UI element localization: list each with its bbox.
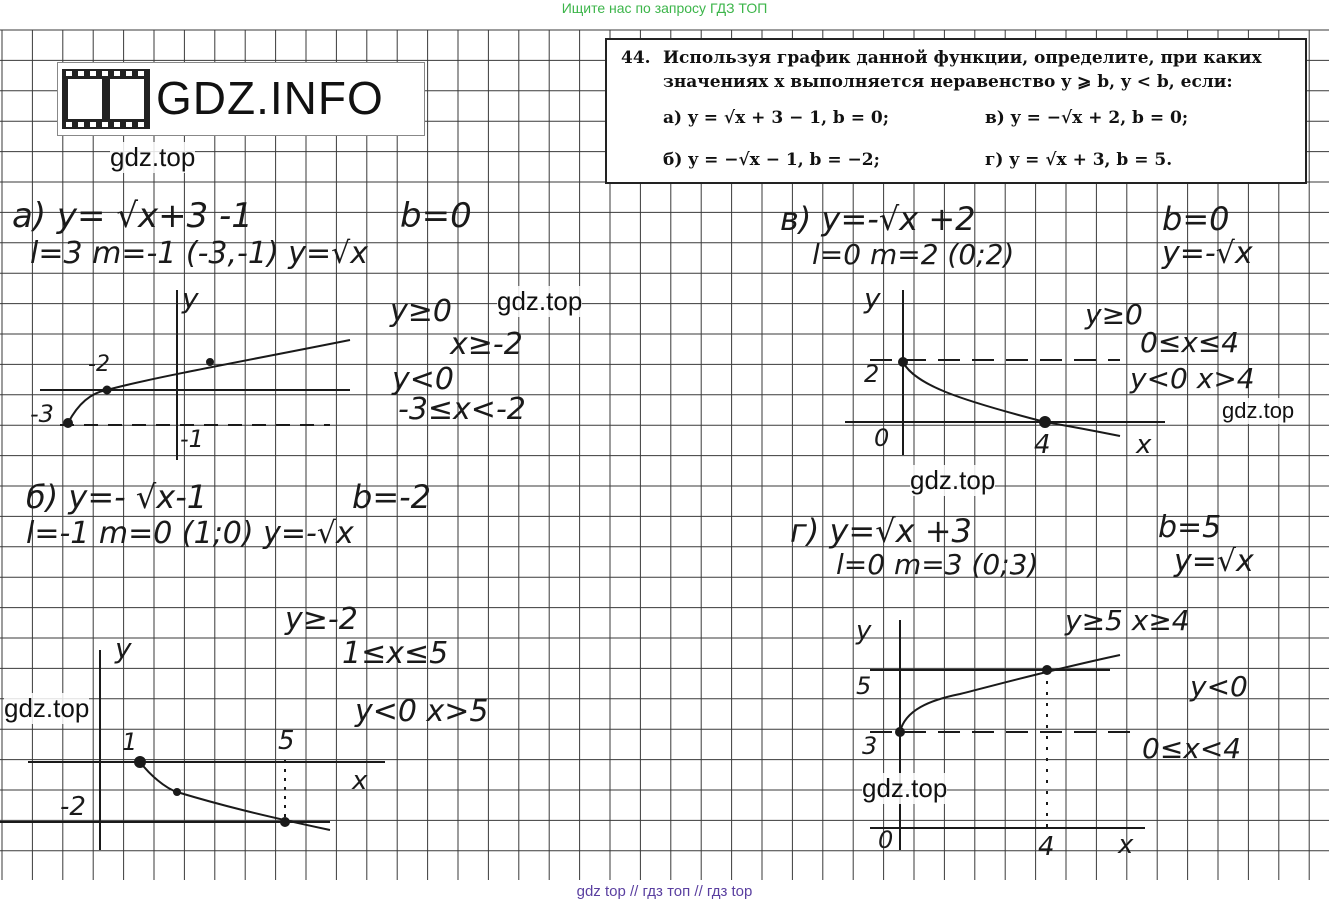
- hand-a-xge: x≥-2: [450, 327, 523, 362]
- graph-v-curve: [903, 362, 1120, 436]
- hand-v-xrange: 0≤x≤4: [1140, 326, 1240, 359]
- hand-a-line1: а) y= √x+3 -1: [12, 196, 253, 236]
- hand-g-xrange: 0≤x<4: [1142, 732, 1242, 765]
- watermark: gdz.top: [4, 693, 90, 723]
- watermark: gdz.top: [110, 142, 196, 172]
- hand-v-4: 4: [1034, 430, 1051, 460]
- hand-a-minus1: -1: [180, 425, 204, 453]
- hand-b-line2: l=-1 m=0 (1;0) y=-√x: [26, 516, 354, 551]
- hand-g-ylt: y<0: [1190, 670, 1248, 703]
- graph-v-point: [1040, 417, 1050, 427]
- hand-b-y-label: y: [115, 632, 132, 665]
- hand-a-y-label: y: [182, 282, 199, 315]
- problem-statement-line2: значениях x выполняется неравенство y ⩾ b, y < b, если:: [663, 72, 1233, 92]
- graph-b-point: [135, 757, 145, 767]
- graph-v-point: [899, 358, 907, 366]
- hand-a-ylt: y<0: [392, 362, 454, 397]
- hand-b-yge: y≥-2: [285, 602, 358, 637]
- hand-g-3: 3: [862, 732, 878, 760]
- hand-b-5: 5: [278, 726, 295, 756]
- logo-text: GDZ.INFO: [156, 72, 384, 124]
- hand-b-ylt: y<0 x>5: [355, 694, 489, 729]
- hand-v-yge: y≥0: [1085, 298, 1143, 331]
- hand-a-xrange: -3≤x<-2: [398, 392, 526, 427]
- hand-a-minus2: -2: [88, 352, 110, 377]
- hand-v-y-label: y: [864, 282, 881, 315]
- hand-v-2: 2: [864, 360, 880, 388]
- problem-item-g: г) y = √x + 3, b = 5.: [985, 150, 1173, 170]
- hand-g-0: 0: [878, 826, 894, 854]
- bottom-banner: gdz top // гдз топ // гдз top: [576, 883, 753, 900]
- hand-a-line2: l=3 m=-1 (-3,-1) y=√x: [30, 236, 368, 271]
- problem-item-b: б) y = −√x − 1, b = −2;: [663, 150, 880, 170]
- hand-g-x: x: [1118, 830, 1134, 860]
- graph-a-point: [207, 359, 213, 365]
- hand-v-line2: l=0 m=2 (0;2): [812, 238, 1015, 271]
- watermark: gdz.top: [497, 286, 583, 316]
- graph-a-point: [64, 419, 72, 427]
- hand-b-minus2: -2: [60, 792, 86, 822]
- top-banner: Ищите нас по запросу ГДЗ ТОП: [561, 0, 768, 16]
- hand-g-4: 4: [1038, 832, 1055, 862]
- hand-g-b: b=5: [1158, 510, 1222, 545]
- problem-number: 44.: [621, 48, 651, 68]
- hand-b-xrange: 1≤x≤5: [342, 636, 449, 671]
- hand-v-0: 0: [874, 424, 890, 452]
- graph-a-point: [104, 387, 111, 394]
- hand-b-b: b=-2: [352, 478, 432, 516]
- watermark: gdz.top: [862, 773, 948, 803]
- graph-g-point: [1043, 666, 1051, 674]
- hand-g-yge: y≥5 x≥4: [1065, 604, 1190, 637]
- hand-v-ylt: y<0 x>4: [1130, 362, 1255, 395]
- graph-g-point: [896, 728, 904, 736]
- hand-g-line1: г) y=√x +3: [790, 512, 972, 550]
- hand-g-y-label: y: [856, 616, 872, 646]
- watermark: gdz.top: [1222, 398, 1295, 423]
- problem-item-v: в) y = −√x + 2, b = 0;: [985, 108, 1189, 128]
- hand-g-yfn: y=√x: [1174, 544, 1254, 579]
- hand-v-yfn: y=-√x: [1162, 236, 1253, 271]
- graph-a-curve: [68, 340, 350, 423]
- hand-b-x: x: [352, 766, 368, 796]
- hand-a-b: b=0: [400, 196, 472, 236]
- problem-item-a: а) y = √x + 3 − 1, b = 0;: [663, 108, 889, 128]
- hand-v-line1: в) y=-√x +2: [780, 200, 976, 238]
- problem-statement-line1: Используя график данной функции, определите, при каких: [663, 48, 1262, 68]
- hand-v-b: b=0: [1162, 200, 1230, 238]
- graph-g-curve: [900, 655, 1120, 732]
- hand-b-line1: б) y=- √x-1: [26, 478, 208, 516]
- graph-b-curve: [140, 762, 330, 830]
- hand-b-1: 1: [122, 728, 138, 756]
- hand-g-line2: l=0 m=3 (0;3): [836, 548, 1039, 581]
- hand-a-minus3: -3: [30, 400, 54, 428]
- graph-b-point: [174, 789, 180, 795]
- hand-a-yge: y≥0: [390, 294, 452, 329]
- hand-v-x: x: [1136, 430, 1152, 460]
- hand-g-5: 5: [856, 672, 872, 700]
- graph-b-point: [281, 818, 289, 826]
- watermark: gdz.top: [910, 465, 996, 495]
